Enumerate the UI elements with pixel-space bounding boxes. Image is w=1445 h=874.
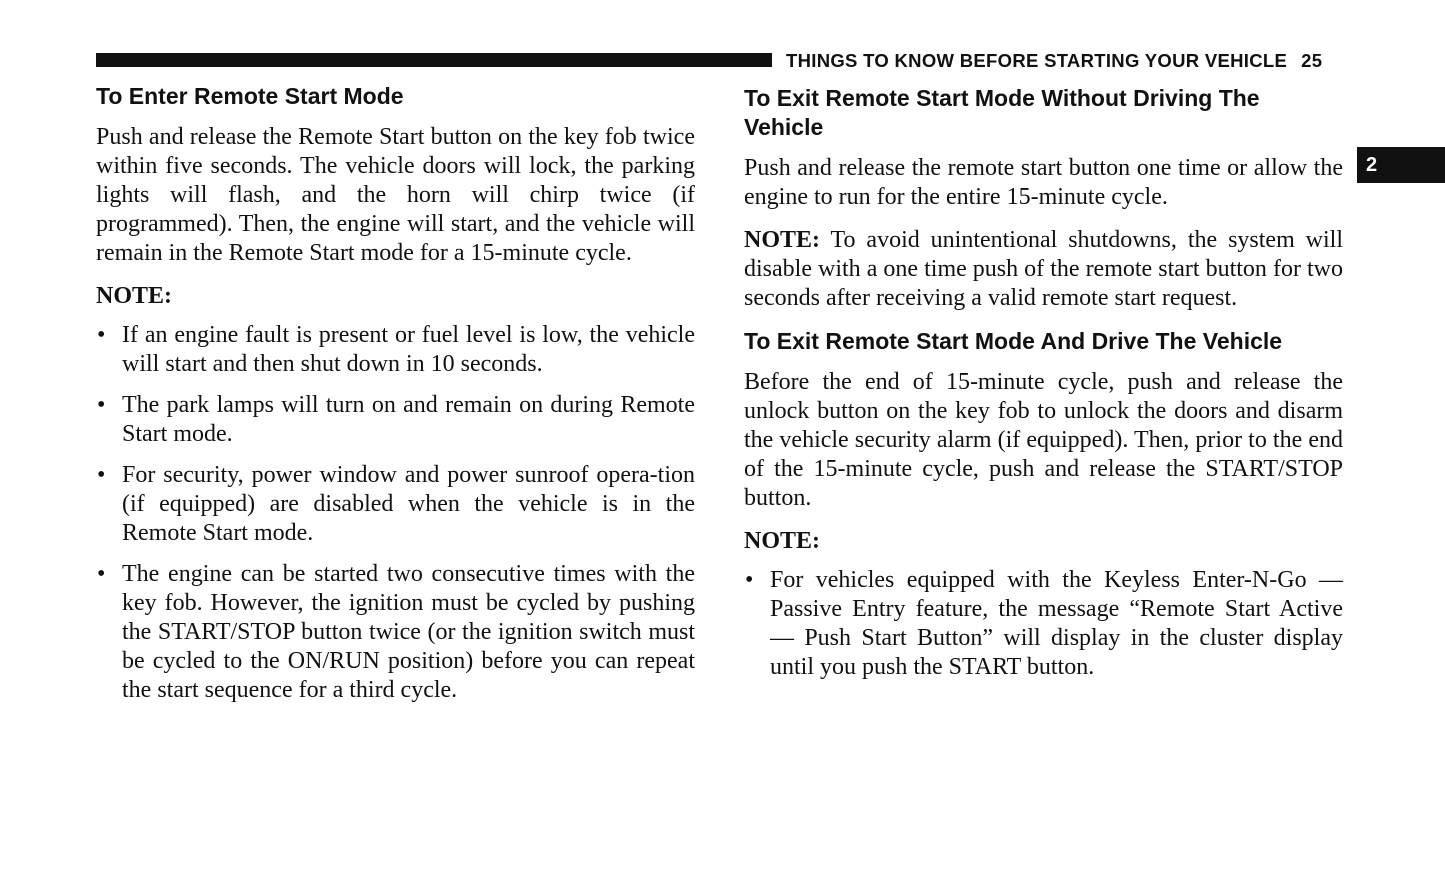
note-bullet-list (96, 321, 695, 705)
list-item (96, 461, 695, 548)
note-bullet-list (744, 566, 1343, 682)
body-paragraph: Before the end of 15-minute cycle, push and release the unlock button on the key fob to unlock the doors and disarm the vehicle security alarm (if equipped). Then, prior to the end of the 15-minute cycle, push and release the START/STOP button. (744, 369, 1343, 511)
bullet-icon: • (97, 392, 106, 418)
note-paragraph (744, 226, 1343, 313)
header-rule-bar (96, 53, 772, 67)
note-label: NOTE: (744, 227, 821, 253)
page-number: 25 (1301, 50, 1323, 71)
list-item (96, 391, 695, 449)
list-item-text: The park lamps will turn on and remain on during Remote Start mode. (122, 392, 695, 447)
section-heading-exit-without-driving: To Exit Remote Start Mode Without Driving The Vehicle (744, 85, 1260, 140)
running-header (786, 50, 1322, 72)
note-label: NOTE: (96, 283, 173, 309)
list-item (744, 566, 1343, 682)
running-title: THINGS TO KNOW BEFORE STARTING YOUR VEHICLE (786, 50, 1288, 71)
bullet-icon: • (97, 561, 106, 587)
bullet-icon: • (745, 567, 754, 593)
bullet-icon: • (97, 462, 106, 488)
section-heading-enter-remote-start: To Enter Remote Start Mode (96, 83, 404, 109)
section-heading-exit-and-drive: To Exit Remote Start Mode And Drive The Vehicle (744, 328, 1283, 354)
list-item (96, 321, 695, 379)
body-paragraph: Push and release the Remote Start button on the key fob twice within five seconds. The vehicle doors will lock, the parking lights will flash, and the horn will chirp twice (if programmed). Then, the engine will start, and the vehicle will remain in the Remote Start mode for a 15-minute cycle. (96, 124, 695, 266)
right-column (744, 82, 1343, 694)
list-item (96, 560, 695, 705)
note-text: To avoid unintentional shutdowns, the system will disable with a one time push of the remote start button for two seconds after receiving a valid remote start request. (744, 227, 1343, 311)
bullet-icon: • (97, 322, 106, 348)
list-item-text: For security, power window and power sunroof opera-tion (if equipped) are disabled when the vehicle is in the Remote Start mode. (122, 462, 695, 546)
list-item-text: For vehicles equipped with the Keyless Enter-N-Go — Passive Entry feature, the message “Remote Start Active — Push Start Button” will display in the cluster display until you push the START button. (770, 567, 1343, 680)
body-paragraph: Push and release the remote start button one time or allow the engine to run for the entire 15-minute cycle. (744, 155, 1343, 210)
list-item-text: The engine can be started two consecutive times with the key fob. However, the ignition must be cycled by pushing the START/STOP button twice (or the ignition switch must be cycled to the ON/RUN position) before you can repeat the start sequence for a third cycle. (122, 561, 695, 703)
list-item-text: If an engine fault is present or fuel level is low, the vehicle will start and then shut down in 10 seconds. (122, 322, 695, 377)
note-label: NOTE: (744, 528, 821, 554)
chapter-tab: 2 (1357, 147, 1445, 183)
left-column (96, 82, 695, 717)
